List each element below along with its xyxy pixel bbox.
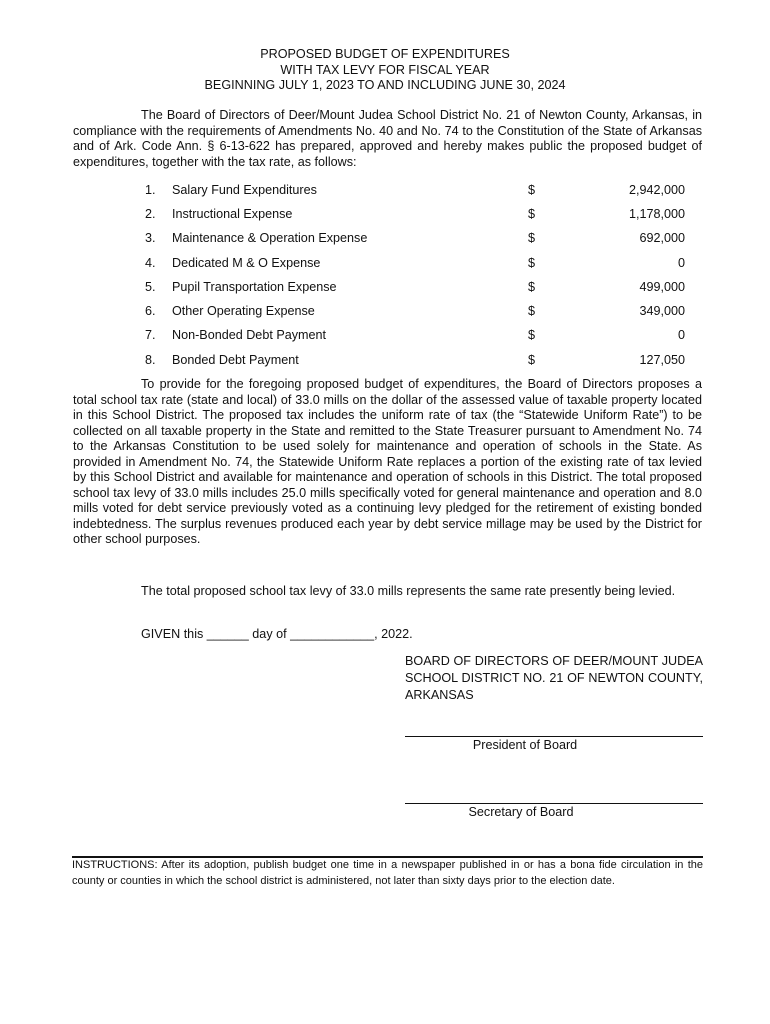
item-number: 2. (145, 207, 156, 221)
budget-item (0, 183, 770, 201)
budget-item (0, 304, 770, 322)
secretary-signature-line (405, 803, 703, 804)
instructions-text: INSTRUCTIONS: After its adoption, publish budget one time in a newspaper published in or has a bona fide circulation in the county or counties in which the school district is administered, not later than sixty days prior to the election date. (72, 859, 703, 887)
item-label: Other Operating Expense (172, 304, 315, 318)
budget-item (0, 328, 770, 346)
document-title (0, 47, 770, 94)
item-amount: 692,000 (639, 231, 685, 245)
item-label: Dedicated M & O Expense (172, 256, 321, 270)
item-number: 7. (145, 328, 156, 342)
item-currency: $ (528, 256, 536, 270)
budget-item (0, 256, 770, 274)
budget-item (0, 231, 770, 249)
item-number: 8. (145, 353, 156, 367)
budget-item (0, 280, 770, 298)
item-currency: $ (528, 183, 536, 197)
title-line-1: PROPOSED BUDGET OF EXPENDITURES (260, 47, 510, 61)
item-amount: 499,000 (639, 280, 685, 294)
item-label: Pupil Transportation Expense (172, 280, 337, 294)
item-label: Non-Bonded Debt Payment (172, 328, 327, 342)
item-amount: 0 (677, 256, 685, 270)
item-label: Maintenance & Operation Expense (172, 231, 368, 245)
item-currency: $ (528, 231, 536, 245)
tax-paragraph: To provide for the foregoing proposed budget of expenditures, the Board of Directors proposes a total school tax rate (state and local) of 33.0 mills on the dollar of the assessed value of taxable property located in this School District. The proposed tax includes the uniform rate of tax (the “Statewide Uniform Rate”) to be collected on all taxable property in the State and remitted to the State Treasurer pursuant to Amendment No. 74 to the Arkansas Constitution to be used solely for maintenance and operation of schools in the State. As provided in Amendment No. 74, the Statewide Uniform Rate replaces a portion of the existing rate of tax levied by this School District and available for maintenance and operation of schools in this District. The total proposed school tax levy of 33.0 mills includes 25.0 mills specifically voted for general maintenance and operation and 8.0 mills voted for debt service previously voted as a continuing levy pledged for the retirement of existing bonded indebtedness. The surplus revenues produced each year by debt service millage may be used by the District for other school purposes. (73, 377, 702, 546)
given-line: GIVEN this ______ day of ____________, 2022. (141, 627, 413, 641)
item-amount: 1,178,000 (628, 207, 685, 221)
item-label: Instructional Expense (172, 207, 293, 221)
intro-paragraph: The Board of Directors of Deer/Mount Judea School District No. 21 of Newton County, Arkansas, in compliance with the requirements of Amendments No. 40 and No. 74 to the Constitution of the State of Arkansas and of Ark. Code Ann. § 6-13-622 has prepared, approved and hereby makes public the proposed budget of expenditures, together with the tax rate, as follows: (73, 108, 702, 169)
item-currency: $ (528, 353, 536, 367)
item-number: 3. (145, 231, 156, 245)
budget-item (0, 353, 770, 371)
president-label: President of Board (472, 738, 578, 752)
title-line-2: WITH TAX LEVY FOR FISCAL YEAR (280, 62, 490, 77)
item-number: 1. (145, 183, 156, 197)
item-amount: 0 (677, 328, 685, 342)
item-amount: 127,050 (639, 353, 685, 367)
board-name: BOARD OF DIRECTORS OF DEER/MOUNT JUDEA SCHOOL DISTRICT NO. 21 OF NEWTON COUNTY, ARKANSAS (405, 654, 703, 702)
secretary-label: Secretary of Board (468, 805, 574, 819)
item-number: 4. (145, 256, 156, 270)
item-number: 6. (145, 304, 156, 318)
item-currency: $ (528, 328, 536, 342)
item-currency: $ (528, 280, 536, 294)
item-currency: $ (528, 304, 536, 318)
budget-item (0, 207, 770, 225)
item-label: Salary Fund Expenditures (172, 183, 317, 197)
item-currency: $ (528, 207, 536, 221)
item-amount: 2,942,000 (628, 183, 685, 197)
item-label: Bonded Debt Payment (172, 353, 299, 367)
president-signature-line (405, 736, 703, 737)
title-line-3: BEGINNING JULY 1, 2023 TO AND INCLUDING JUNE 30, 2024 (204, 78, 566, 92)
levy-paragraph: The total proposed school tax levy of 33.0 mills represents the same rate presently being levied. (141, 584, 676, 598)
item-number: 5. (145, 280, 156, 294)
item-amount: 349,000 (639, 304, 685, 318)
